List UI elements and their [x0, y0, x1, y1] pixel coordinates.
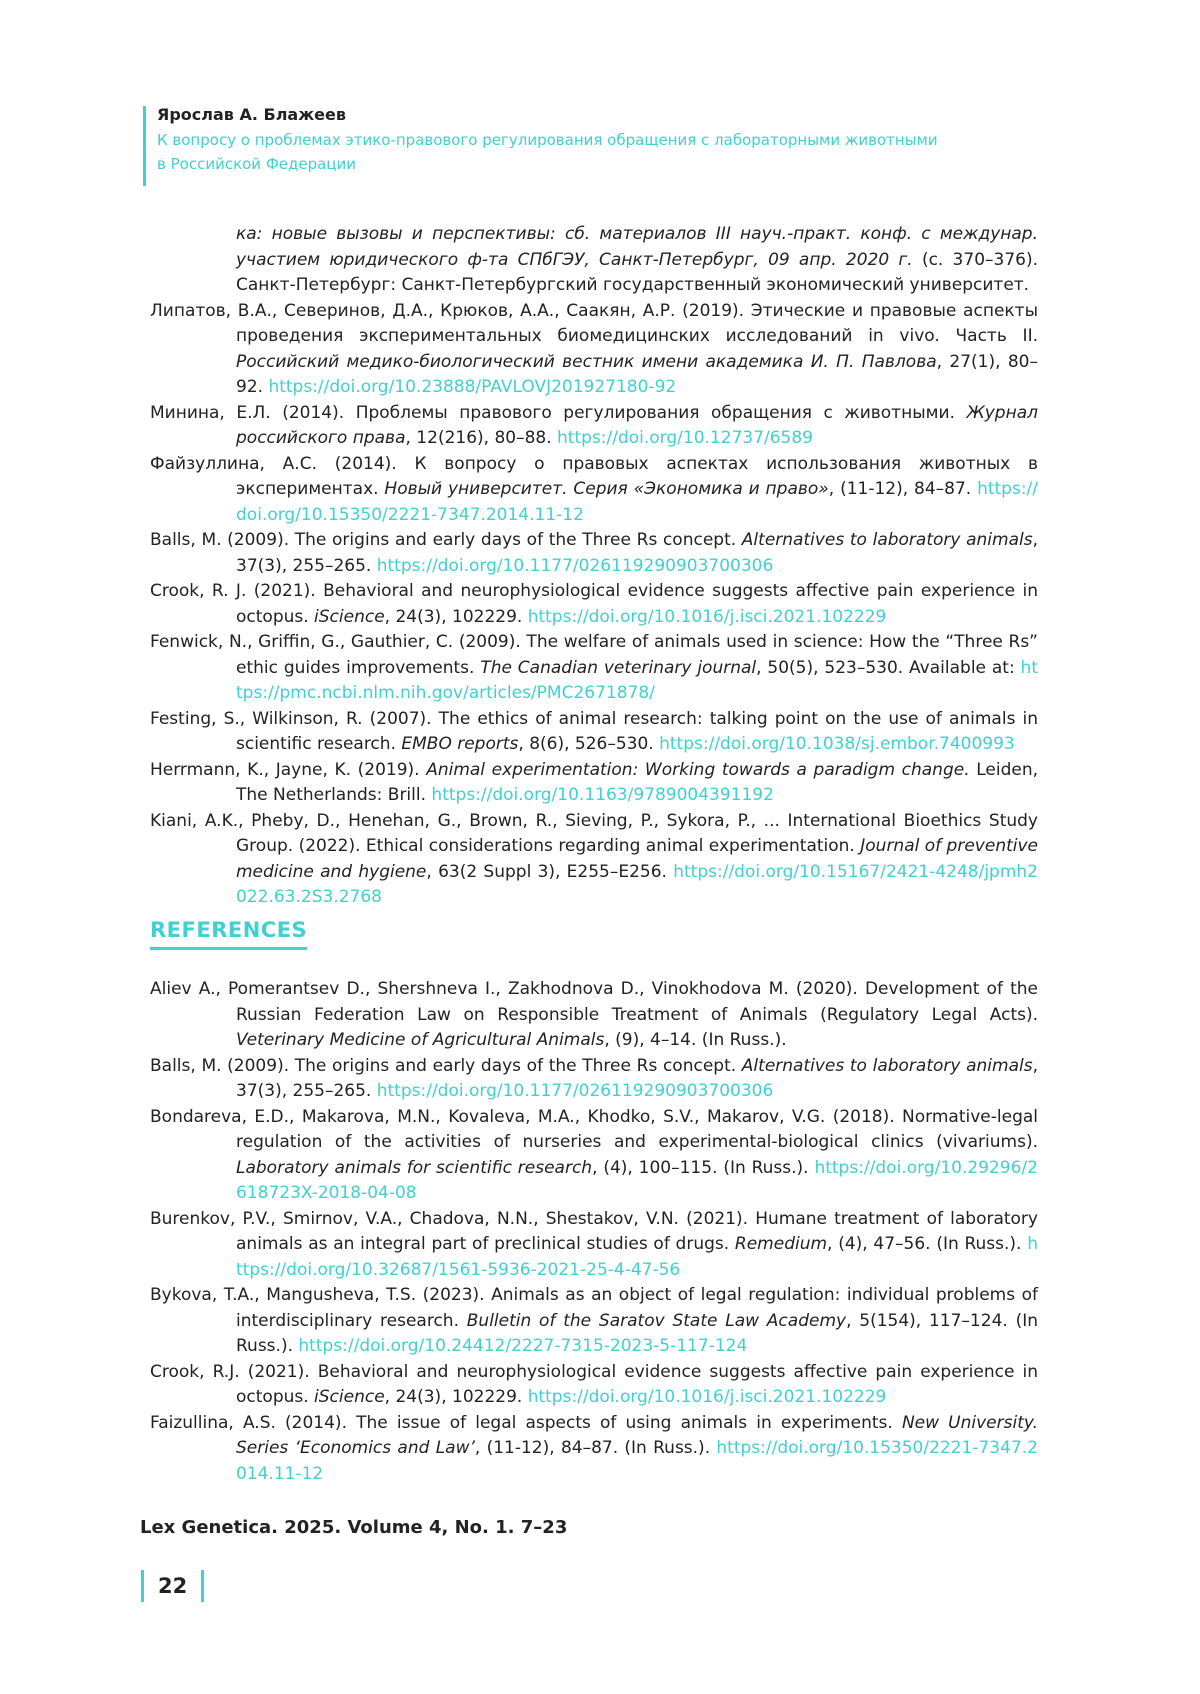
reference-details: , (4), 100–115. (In Russ.).: [592, 1157, 815, 1178]
reference-list-ru: [150, 222, 1038, 911]
reference-list-en: [150, 977, 1038, 1487]
reference-entry: [150, 977, 1038, 1054]
header-title-line1: К вопросу о проблемах этико-правового регулирования обращения с лабораторными животными: [157, 131, 938, 149]
reference-doi-link[interactable]: https://doi.org/10.1038/sj.embor.7400993: [659, 734, 1015, 754]
reference-text: Balls, M. (2009). The origins and early days of the Three Rs concept.: [150, 1055, 742, 1076]
header-title-line2: в Российской Федерации: [157, 155, 356, 173]
reference-details: , 37(3), 255–265.: [236, 1055, 1038, 1101]
reference-text: Faizullina, A.S. (2014). The issue of legal aspects of using animals in experiments.: [150, 1412, 902, 1433]
reference-details: Leiden, The Netherlands: Brill.: [236, 759, 1039, 805]
reference-details: , 37(3), 255–265.: [236, 530, 1038, 576]
reference-doi-link[interactable]: https://doi.org/10.1163/9789004391192: [431, 785, 774, 805]
reference-entry: [150, 528, 1038, 579]
reference-source: Новый университет. Серия «Экономика и право»: [384, 479, 829, 499]
reference-doi-link[interactable]: https://doi.org/10.15167/2421-4248/jpmh2022.63.2S3.2768: [236, 861, 1038, 907]
reference-text: Burenkov, P.V., Smirnov, V.A., Chadova, N.N., Shestakov, V.N. (2021). Humane treatment of laboratory animals as an integral part of preclinical studies of drugs.: [150, 1208, 1038, 1254]
references-heading: REFERENCES: [150, 918, 307, 950]
reference-text: Bondareva, E.D., Makarova, M.N., Kovaleva, M.A., Khodko, S.V., Makarov, V.G. (2018). Normative-legal regulation of the activities of nurseries and experimental-biological clinics (vivariums).: [150, 1106, 1038, 1152]
reference-doi-link[interactable]: https://pmc.ncbi.nlm.nih.gov/articles/PMC2671878/: [236, 657, 1038, 703]
reference-doi-link[interactable]: https://doi.org/10.1177/026119290903700306: [376, 555, 774, 576]
reference-entry: [150, 299, 1038, 401]
reference-text: Aliev A., Pomerantsev D., Shershneva I., Zakhodnova D., Vinokhodova M. (2020). Development of the Russian Federation Law on Responsible Treatment of Animals (Regulatory Legal Acts).: [150, 979, 1038, 1025]
reference-source: ка: новые вызовы и перспективы: сб. материалов III науч.-практ. конф. с междунар. участием юридического ф-та СПбГЭУ, Санкт-Петербург, 09 апр. 2020 г.: [236, 224, 1038, 270]
reference-source: Журнал российского права: [236, 402, 1038, 448]
reference-text: Herrmann, K., Jayne, K. (2019).: [150, 759, 427, 780]
reference-source: Remedium: [734, 1234, 828, 1254]
reference-entry: [150, 1411, 1038, 1488]
reference-entry: [150, 1207, 1038, 1284]
reference-doi-link[interactable]: https://doi.org/10.32687/1561-5936-2021-25-4-47-56: [236, 1234, 1038, 1280]
reference-details: , 50(5), 523–530. Available at:: [756, 657, 1021, 678]
reference-entry: [150, 1054, 1038, 1105]
reference-source: iScience: [314, 606, 385, 627]
reference-details: , (4), 47–56. (In Russ.).: [827, 1234, 1028, 1254]
reference-entry: [150, 222, 1038, 299]
reference-source: Alternatives to laboratory animals: [741, 1055, 1033, 1076]
running-header: [143, 104, 1057, 176]
reference-source: Veterinary Medicine of Agricultural Animals: [236, 1030, 605, 1050]
reference-entry: [150, 401, 1038, 452]
reference-doi-link[interactable]: https://doi.org/10.24412/2227-7315-2023-5-117-124: [298, 1336, 748, 1356]
reference-text: Crook, R.J. (2021). Behavioral and neurophysiological evidence suggests affective pain experience in octopus.: [150, 1361, 1038, 1407]
reference-doi-link[interactable]: https://doi.org/10.29296/2618723X-2018-04-08: [236, 1157, 1038, 1203]
header-author: Ярослав А. Блажеев: [157, 105, 346, 124]
reference-source: Journal of preventive medicine and hygiene: [236, 836, 1038, 882]
reference-entry: [150, 579, 1038, 630]
header-title: [157, 128, 1057, 176]
reference-details: , (11-12), 84–87.: [828, 479, 978, 499]
reference-details: , (9), 4–14. (In Russ.).: [604, 1030, 787, 1050]
reference-details: , 24(3), 102229.: [384, 1387, 528, 1407]
reference-text: Bykova, T.A., Mangusheva, T.S. (2023). Animals as an object of legal regulation: individual problems of interdisciplinary research.: [150, 1285, 1038, 1331]
reference-entry: [150, 1105, 1038, 1207]
reference-source: Российский медико-биологический вестник имени академика И. П. Павлова: [236, 351, 937, 372]
reference-entry: [150, 707, 1038, 758]
reference-source: Animal experimentation: Working towards a paradigm change.: [426, 759, 970, 780]
reference-source: EMBO reports: [401, 734, 519, 754]
reference-text: Festing, S., Wilkinson, R. (2007). The ethics of animal research: talking point on the use of animals in scientific research.: [150, 708, 1038, 754]
reference-details: , 8(6), 526–530.: [518, 734, 660, 754]
reference-entry: [150, 1360, 1038, 1411]
reference-entry: [150, 809, 1038, 911]
page-number-box: [141, 1570, 204, 1602]
reference-source: iScience: [314, 1387, 385, 1407]
reference-details: , 63(2 Suppl 3), E255–E256.: [426, 861, 674, 882]
reference-text: Файзуллина, А.С. (2014). К вопросу о правовых аспектах использования животных в экспериментах.: [150, 453, 1038, 499]
reference-entry: [150, 452, 1038, 529]
reference-details: , 27(1), 80–92.: [236, 351, 1038, 397]
reference-text: Balls, M. (2009). The origins and early days of the Three Rs concept.: [150, 530, 742, 550]
reference-source: Laboratory animals for scientific research: [236, 1157, 593, 1178]
reference-details: (с. 370–376). Санкт-Петербург: Санкт-Петербургский государственный экономический университет.: [236, 249, 1038, 295]
reference-text: Kiani, A.K., Pheby, D., Henehan, G., Brown, R., Sieving, P., Sykora, P., ... International Bioethics Study Group. (2022). Ethical considerations regarding animal experimentation.: [150, 810, 1038, 856]
reference-source: Bulletin of the Saratov State Law Academy: [466, 1310, 847, 1331]
reference-entry: [150, 630, 1038, 707]
reference-doi-link[interactable]: https://doi.org/10.1016/j.isci.2021.102229: [527, 1387, 887, 1407]
reference-text: Минина, Е.Л. (2014). Проблемы правового регулирования обращения с животными.: [150, 402, 967, 423]
header-accent-bar: [143, 106, 146, 186]
reference-doi-link[interactable]: https://doi.org/10.12737/6589: [557, 428, 814, 448]
reference-text: Липатов, В.А., Северинов, Д.А., Крюков, А.А., Саакян, А.Р. (2019). Этические и правовые аспекты проведения экспериментальных биомедицинских исследований in vivo. Часть II.: [150, 300, 1038, 346]
reference-doi-link[interactable]: https://doi.org/10.1177/026119290903700306: [376, 1081, 774, 1101]
reference-text: Fenwick, N., Griffin, G., Gauthier, C. (2009). The welfare of animals used in science: How the “Three Rs” ethic guides improvements.: [150, 632, 1038, 678]
journal-citation: Lex Genetica. 2025. Volume 4, No. 1. 7–23: [140, 1517, 568, 1538]
reference-doi-link[interactable]: https://doi.org/10.15350/2221-7347.2014.11-12: [236, 479, 1038, 525]
reference-source: New University. Series ‘Economics and Law’: [236, 1412, 1039, 1458]
reference-text: Crook, R. J. (2021). Behavioral and neurophysiological evidence suggests affective pain experience in octopus.: [150, 581, 1038, 627]
reference-doi-link[interactable]: https://doi.org/10.1016/j.isci.2021.102229: [527, 606, 887, 627]
reference-entry: [150, 758, 1038, 809]
reference-doi-link[interactable]: https://doi.org/10.23888/PAVLOVJ201927180-92: [268, 377, 677, 397]
reference-source: Alternatives to laboratory animals: [741, 530, 1033, 550]
reference-entry: [150, 1283, 1038, 1360]
reference-details: , 12(216), 80–88.: [405, 428, 558, 448]
reference-details: , 24(3), 102229.: [384, 606, 528, 627]
page-number: 22: [158, 1574, 188, 1598]
reference-doi-link[interactable]: https://doi.org/10.15350/2221-7347.2014.11-12: [236, 1438, 1038, 1484]
reference-details: , (11-12), 84–87. (In Russ.).: [474, 1438, 717, 1458]
reference-details: , 5(154), 117–124. (In Russ.).: [236, 1310, 1038, 1356]
reference-source: The Canadian veterinary journal: [480, 657, 757, 678]
